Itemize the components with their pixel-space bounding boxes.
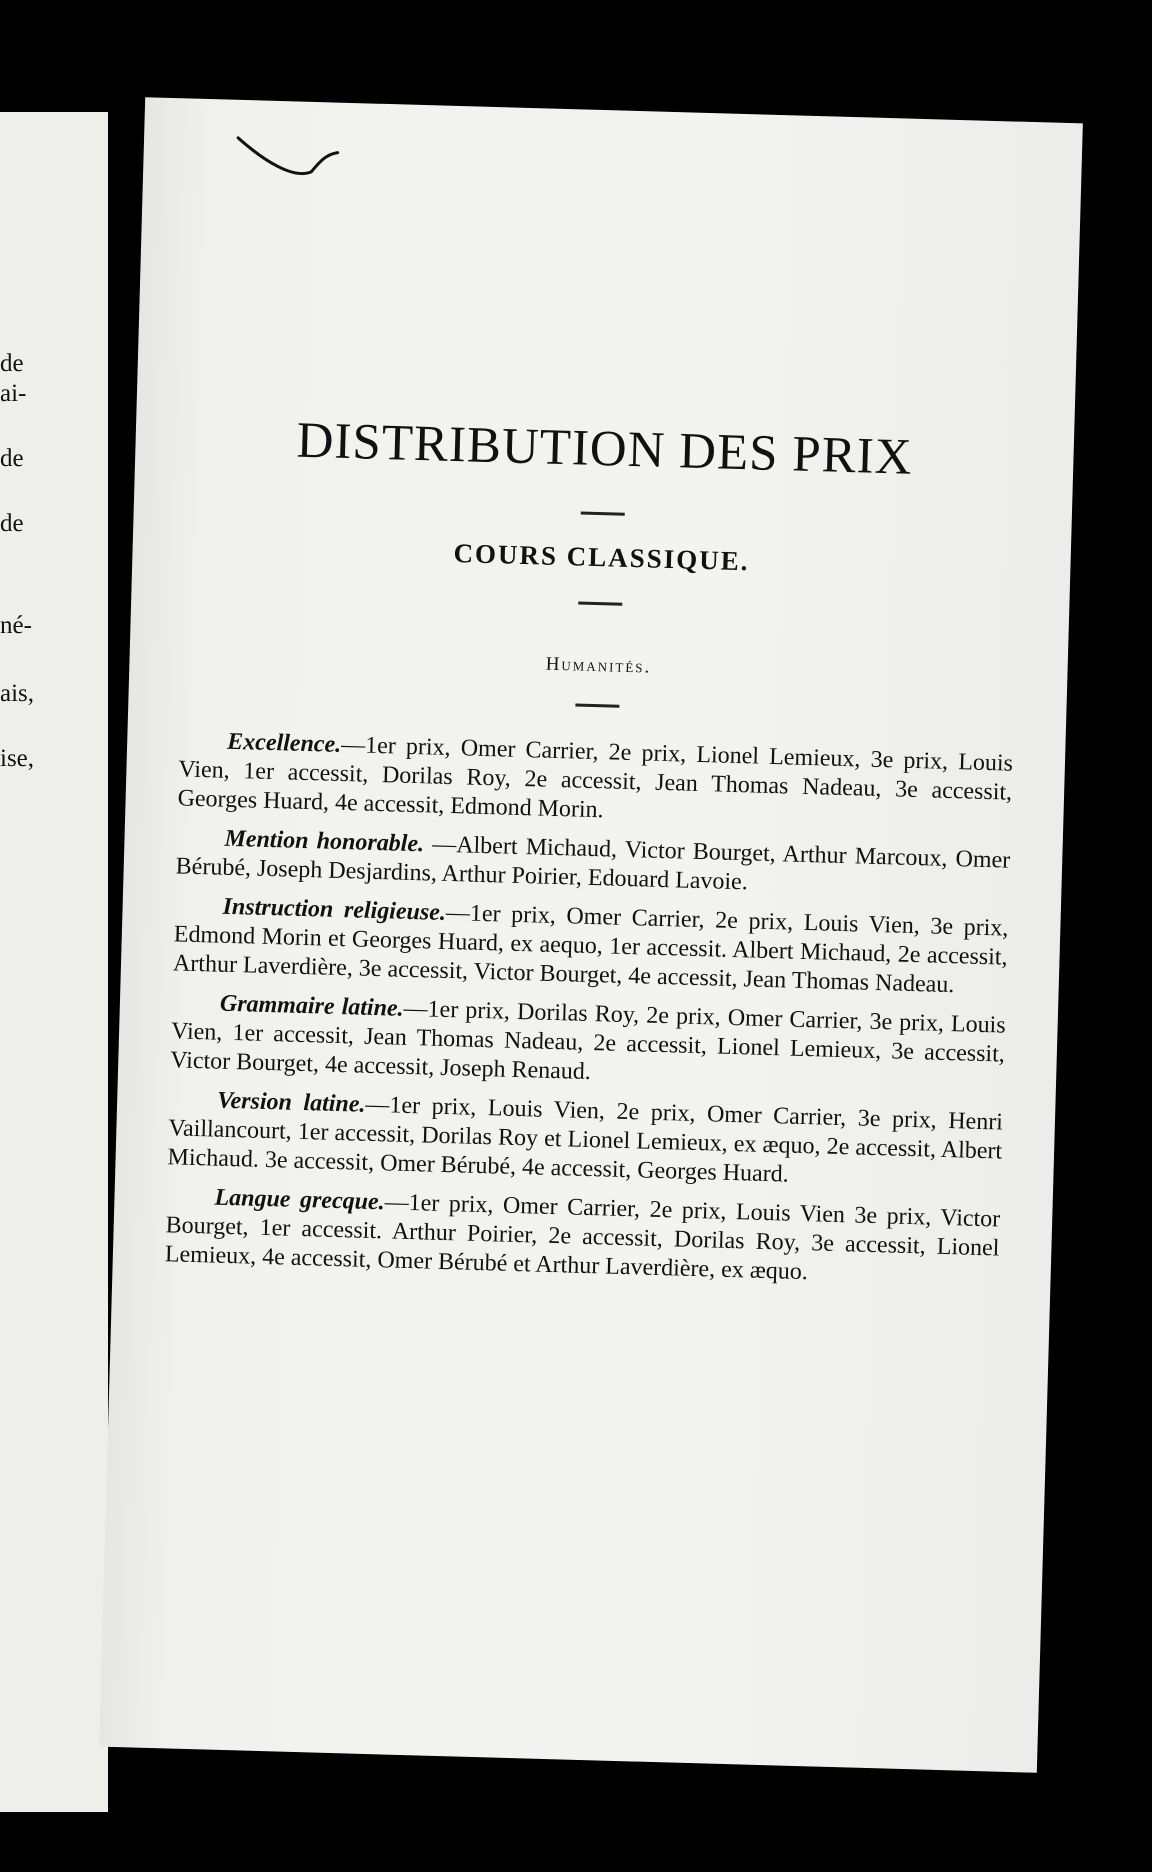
prize-paragraph	[173, 891, 1009, 1001]
prize-list	[164, 726, 1013, 1302]
prize-winners: —1er prix, Omer Carrier, 2e prix, Louis Vien, 3e prix, Edmond Morin et Georges Huard, ex aequo, 1er accessit. Albert Michaud, 2e accessit, Arthur Laverdière, 3e accessit, Victor Bourget, 4e accessit, Jean Thomas Nadeau.	[172, 899, 1009, 999]
section-heading: Humanités.	[545, 653, 652, 678]
prize-paragraph	[177, 726, 1013, 836]
pencil-check-mark-icon	[233, 130, 355, 193]
prize-paragraph	[175, 823, 1010, 904]
margin-fragment: ais,	[0, 680, 35, 707]
page-title: DISTRIBUTION DES PRIX	[295, 412, 914, 486]
prize-category: Grammaire latine.	[219, 990, 404, 1022]
prize-paragraph	[165, 1182, 1001, 1292]
prize-winners: —1er prix, Dorilas Roy, 2e prix, Omer Carrier, 3e prix, Louis Vien, 1er accessit, Jean Thomas Nadeau, 2e accessit, Lionel Lemieux, 3e accessit, Victor Bourget, 4e accessit, Joseph Renaud.	[169, 995, 1007, 1086]
margin-fragment: ise,	[0, 745, 35, 772]
prize-category: Mention honorable.	[224, 825, 425, 858]
divider-rule	[581, 512, 625, 516]
divider-rule	[575, 703, 619, 707]
margin-fragment: de	[0, 350, 24, 377]
prize-category: Excellence.	[226, 728, 342, 758]
page-subtitle: COURS CLASSIQUE.	[453, 538, 750, 577]
prize-category: Langue grecque.	[214, 1184, 386, 1216]
prize-paragraph	[167, 1085, 1003, 1195]
margin-fragment: né-	[0, 612, 32, 639]
margin-fragment: de	[0, 445, 24, 472]
prize-category: Instruction religieuse.	[222, 893, 447, 926]
prize-category: Version latine.	[216, 1087, 366, 1118]
divider-rule	[578, 602, 622, 606]
prize-winners: —1er prix, Omer Carrier, 2e prix, Lionel Lemieux, 3e prix, Louis Vien, 1er accessit, Dorilas Roy, 2e accessit, Jean Thomas Nadeau, 3e accessit, Georges Huard, 4e accessit, Edmond Morin.	[177, 731, 1014, 824]
margin-fragment: de	[0, 510, 24, 537]
prize-winners: —1er prix, Omer Carrier, 2e prix, Louis Vien 3e prix, Victor Bourget, 1er accessit. Arthur Poirier, 2e accessit, Dorilas Roy, 3e accessit, Lionel Lemieux, 4e accessit, Omer Bérubé et Arthur Laverdière, ex æquo.	[164, 1189, 1001, 1286]
prize-winners: —1er prix, Louis Vien, 2e prix, Omer Carrier, 3e prix, Henri Vaillancourt, 1er accessit, Dorilas Roy et Lionel Lemieux, ex æquo, 2e accessit, Albert Michaud. 3e accessit, Omer Bérubé, 4e accessit, Georges Huard.	[167, 1091, 1004, 1188]
prize-paragraph	[170, 988, 1006, 1098]
book-page	[99, 97, 1083, 1773]
margin-fragment: ai-	[0, 380, 27, 407]
previous-page-edge	[0, 112, 108, 1812]
prize-winners: —Albert Michaud, Victor Bourget, Arthur Marcoux, Omer Bérubé, Joseph Desjardins, Arthur Poirier, Edouard Lavoie.	[175, 831, 1011, 896]
